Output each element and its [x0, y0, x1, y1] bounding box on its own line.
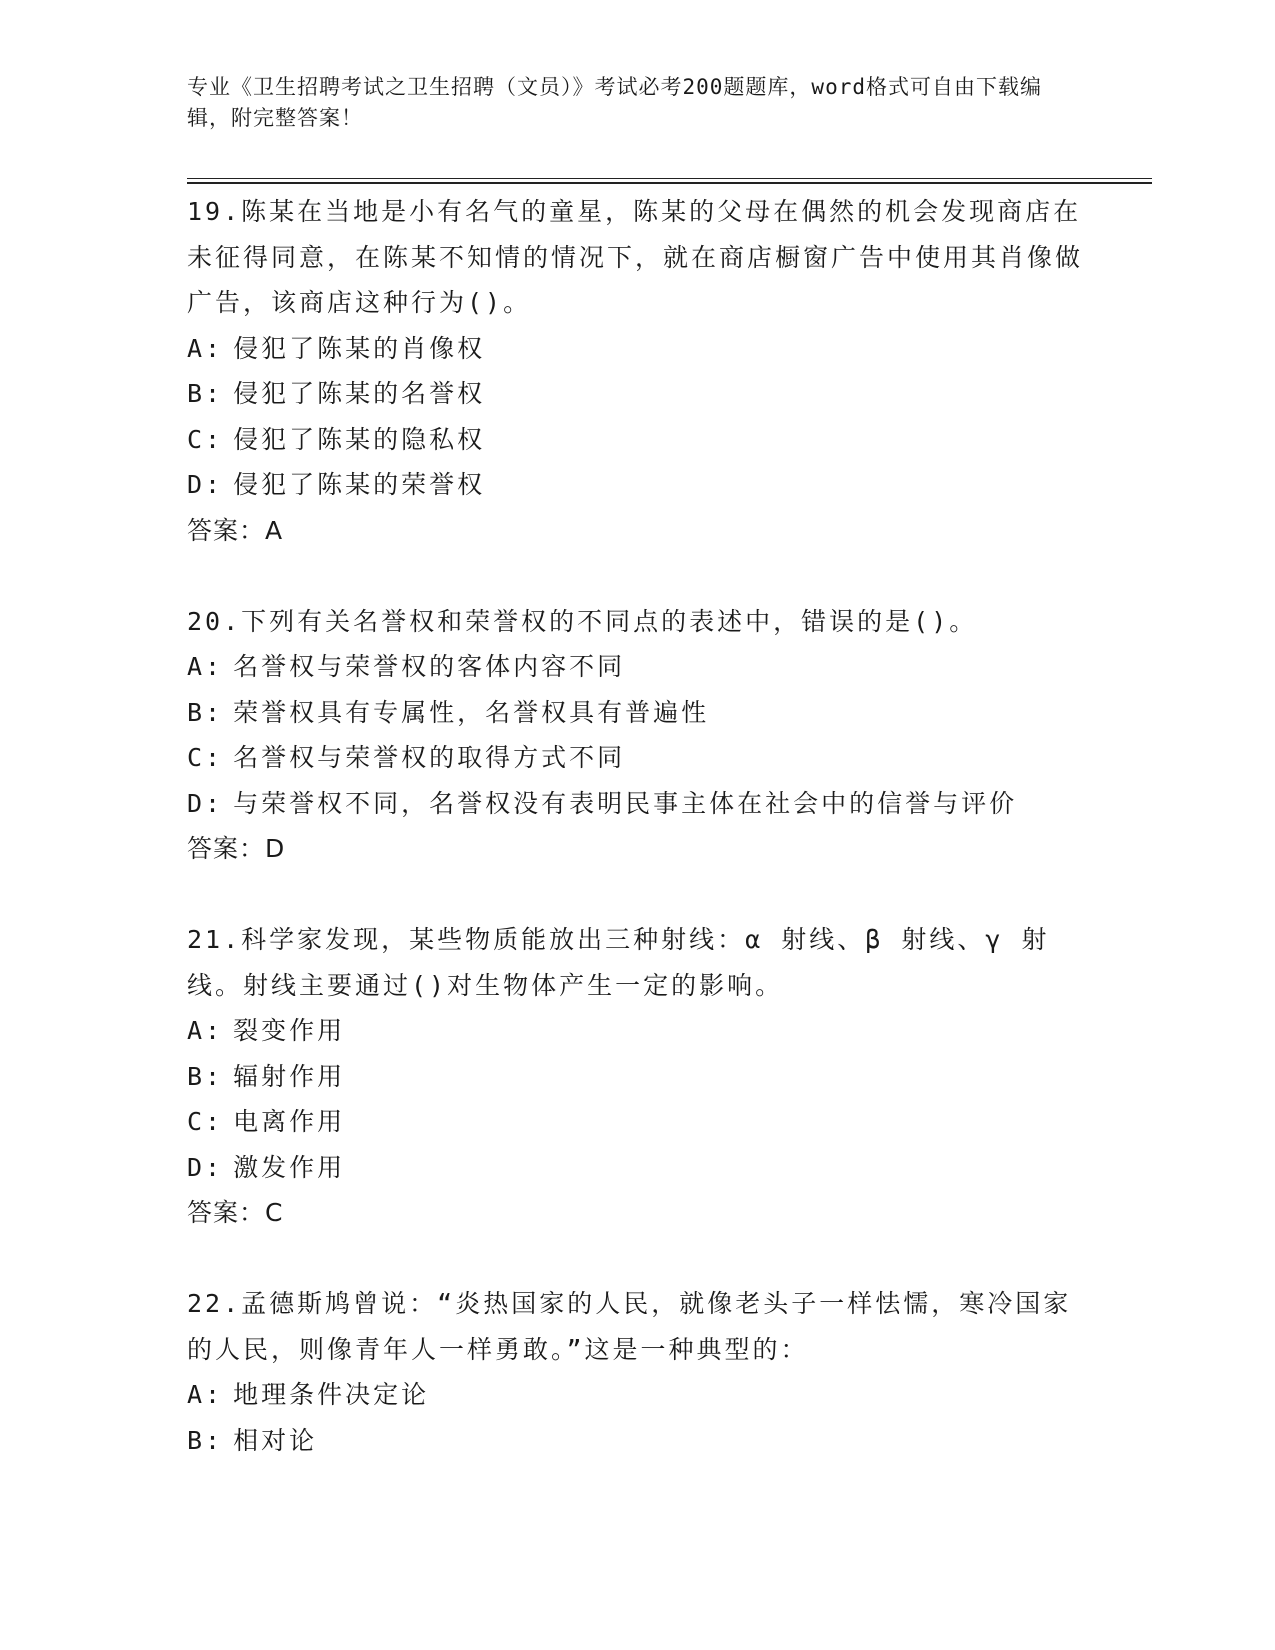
question-22	[187, 1281, 1087, 1463]
option-b: B: 荣誉权具有专属性，名誉权具有普遍性	[187, 697, 710, 727]
question-stem: 19.陈某在当地是小有名气的童星，陈某的父母在偶然的机会发现商店在未征得同意，在陈某不知情的情况下，就在商店橱窗广告中使用其肖像做广告，该商店这种行为()。	[187, 197, 1084, 317]
question-list	[187, 189, 1087, 1508]
option-b: B: 辐射作用	[187, 1061, 346, 1091]
option-a: A: 地理条件决定论	[187, 1380, 430, 1409]
answer: 答案：A	[187, 515, 284, 545]
option-a: A: 侵犯了陈某的肖像权	[187, 333, 486, 363]
question-20	[187, 599, 1087, 873]
question-19	[187, 189, 1087, 554]
document-header: 专业《卫生招聘考试之卫生招聘（文员）》考试必考200题题库，word格式可自由下载编辑，附完整答案！	[187, 75, 1042, 130]
option-d: D: 侵犯了陈某的荣誉权	[187, 470, 486, 499]
option-c: C: 名誉权与荣誉权的取得方式不同	[187, 743, 626, 772]
option-d: D: 与荣誉权不同，名誉权没有表明民事主体在社会中的信誉与评价	[187, 788, 1018, 818]
option-b: B: 侵犯了陈某的名誉权	[187, 379, 486, 408]
question-21	[187, 917, 1087, 1236]
option-a: A: 名誉权与荣誉权的客体内容不同	[187, 652, 626, 681]
option-d: D: 激发作用	[187, 1152, 346, 1182]
question-stem: 20.下列有关名誉权和荣誉权的不同点的表述中，错误的是()。	[187, 606, 978, 636]
option-c: C: 电离作用	[187, 1107, 346, 1136]
answer: 答案：D	[187, 834, 286, 863]
header-rule-bottom	[187, 182, 1152, 184]
option-b: B: 相对论	[187, 1425, 318, 1455]
header-rule-top	[187, 178, 1152, 179]
answer: 答案：C	[187, 1198, 284, 1227]
question-stem: 22.孟德斯鸠曾说：“炎热国家的人民，就像老头子一样怯懦，寒冷国家的人民，则像青年人一样勇敢。”这是一种典型的：	[187, 1289, 1072, 1364]
question-stem: 21.科学家发现，某些物质能放出三种射线：α 射线、β 射线、γ 射线。射线主要通过()对生物体产生一定的影响。	[187, 925, 1050, 1000]
option-c: C: 侵犯了陈某的隐私权	[187, 424, 486, 454]
option-a: A: 裂变作用	[187, 1016, 346, 1045]
